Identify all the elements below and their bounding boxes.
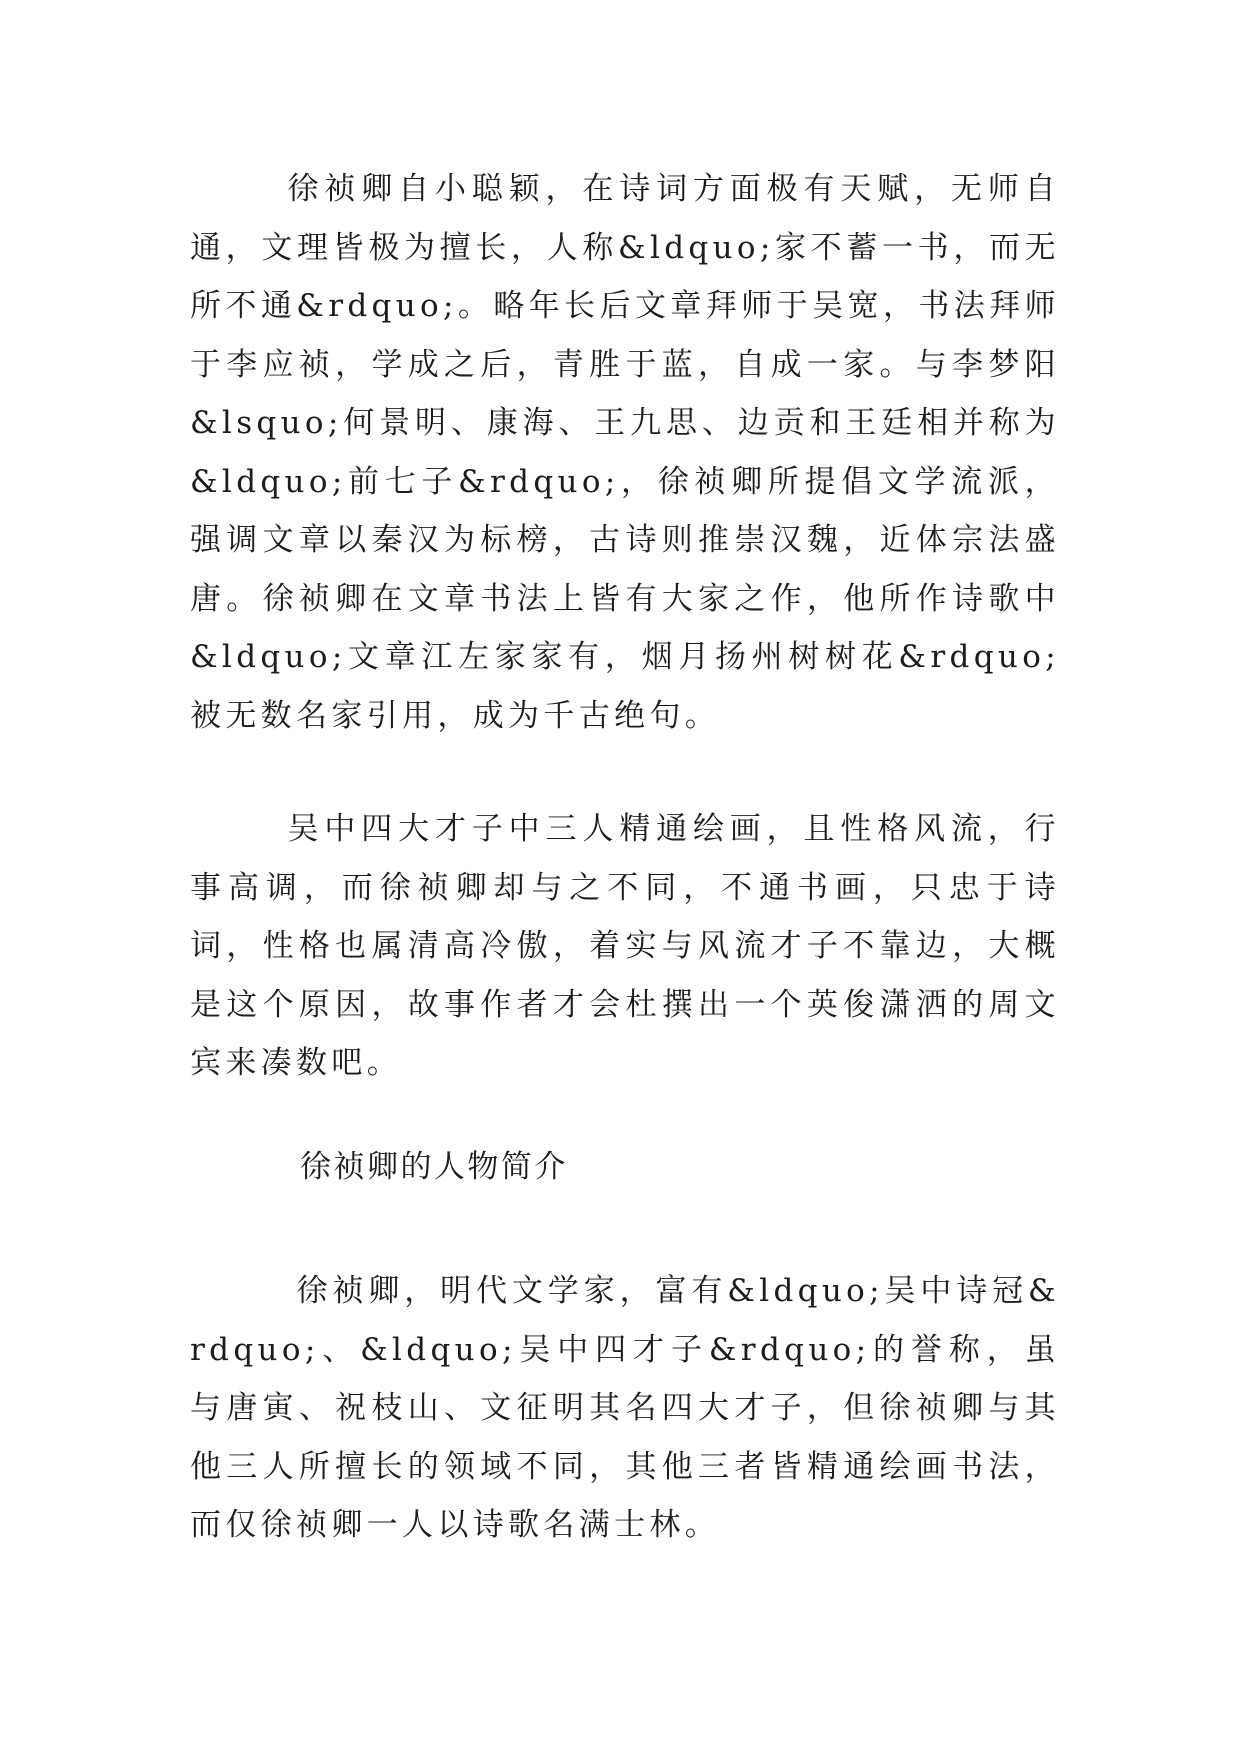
paragraph-four-talents-comparison [190, 800, 1060, 1093]
section-heading: 徐祯卿的人物简介 [300, 1149, 568, 1185]
paragraph-text: 徐祯卿，明代文学家，富有&ldquo;吴中诗冠&rdquo;、&ldquo;吴中四才子&rdquo;的誉称，虽与唐寅、祝枝山、文征明其名四大才子，但徐祯卿与其他三人所擅长的领域不同，其他三者皆精通绘画书法，而仅徐祯卿一人以诗歌名满士林。 [190, 1273, 1060, 1543]
paragraph-text: 徐祯卿自小聪颖，在诗词方面极有天赋，无师自通，文理皆极为擅长，人称&ldquo;家不蓄一书，而无所不通&rdquo;。略年长后文章拜师于吴宽，书法拜师于李应祯，学成之后，青胜于蓝，自成一家。与李梦阳&lsquo;何景明、康海、王九思、边贡和王廷相并称为&ldquo;前七子&rdquo;，徐祯卿所提倡文学流派，强调文章以秦汉为标榜，古诗则推崇汉魏，近体宗法盛唐。徐祯卿在文章书法上皆有大家之作，他所作诗歌中&ldquo;文章江左家家有，烟月扬州树树花&rdquo;被无数名家引用，成为千古绝句。 [190, 171, 1060, 734]
paragraph-text: 吴中四大才子中三人精通绘画，且性格风流，行事高调，而徐祯卿却与之不同，不通书画，只忠于诗词，性格也属清高冷傲，着实与风流才子不靠边，大概是这个原因，故事作者才会杜撰出一个英俊潇洒的周文宾来凑数吧。 [190, 811, 1060, 1081]
paragraph-xu-zhenqing-talent [190, 160, 1060, 745]
paragraph-biography [190, 1262, 1060, 1555]
